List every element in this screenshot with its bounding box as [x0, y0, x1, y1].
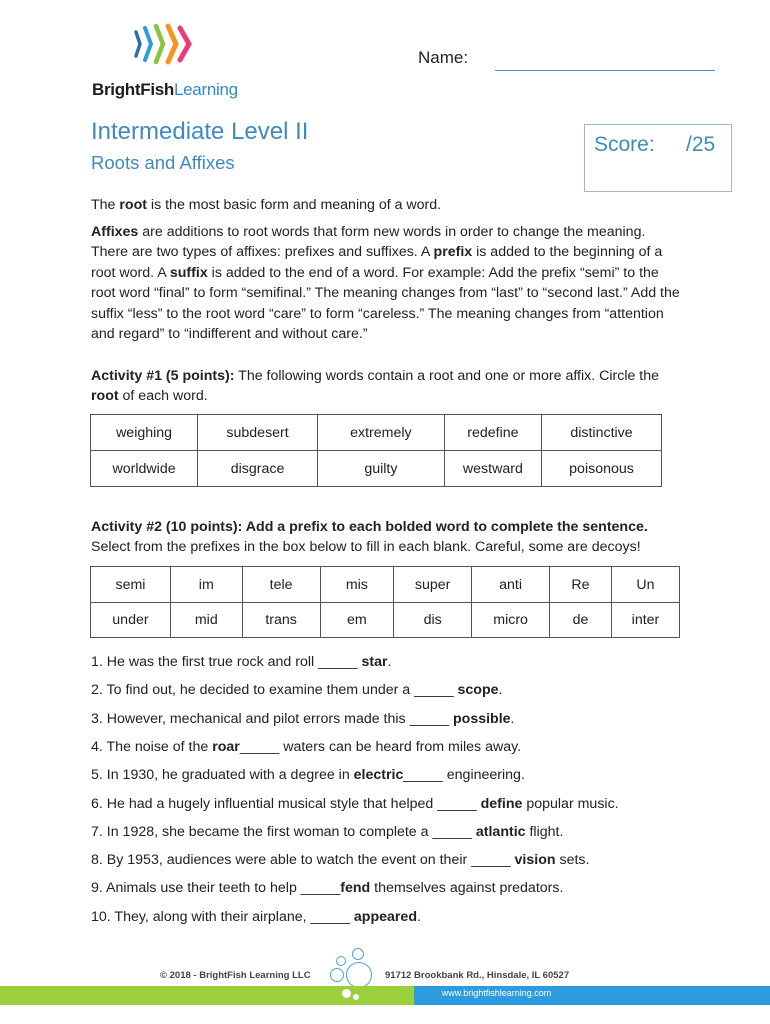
bolded-word: electric: [353, 767, 404, 784]
table-cell: westward: [444, 451, 541, 487]
table-cell: inter: [611, 603, 679, 638]
root-definition: The root is the most basic form and meaning of a word.: [91, 197, 442, 213]
bolded-word: appeared: [353, 908, 417, 925]
sentence-text: 1. He was the first true rock and roll _____: [91, 654, 362, 670]
bolded-word: star: [361, 654, 388, 670]
bubble-icon: [336, 956, 346, 966]
sentence-text: _____ waters can be heard from miles away.: [239, 738, 522, 755]
sentence-text: popular music.: [522, 795, 619, 812]
table-cell: under: [91, 603, 171, 638]
table-cell: Un: [611, 567, 679, 603]
table-cell: weighing: [91, 415, 198, 451]
sentence-text: 2. To find out, he decided to examine them under a _____: [91, 682, 458, 699]
sentence-text: 7. In 1928, she became the first woman to complete a _____: [91, 823, 476, 840]
sentence-text: .: [510, 710, 515, 727]
table-cell: distinctive: [542, 415, 662, 451]
bubble-icon: [346, 962, 372, 988]
sentence-text: 6. He had a hugely influential musical style that helped _____: [91, 795, 481, 812]
name-label: Name:: [418, 48, 469, 67]
table-row: [91, 451, 662, 487]
table-cell: semi: [91, 567, 171, 603]
sentence-item: [91, 909, 421, 925]
logo-fish-icon: [90, 16, 236, 76]
bubble-icon: [330, 968, 344, 982]
bubble-icon: [342, 989, 351, 998]
table-row: [91, 415, 662, 451]
table-cell: de: [550, 603, 612, 638]
footer-copyright: © 2018 - BrightFish Learning LLC: [160, 970, 311, 981]
table-cell: micro: [472, 603, 550, 638]
table-cell: em: [320, 603, 394, 638]
bubble-icon: [352, 948, 364, 960]
sentence-item: [91, 852, 589, 868]
affixes-paragraph: Affixes are additions to root words that form new words in order to change the meaning. There are two types of affixes: prefixes and suffixes. A prefix is added to the beginning of a root word. A suffix is added to the end of a word. For example: Add the prefix “semi” to the root word “final” to form “semifinal.” The meaning changes from “last” to “second last.” Add the suffix “less” to the root word “care” to form “careless.” The meaning changes from “attention and regard” to “indifferent and without care.”: [91, 224, 680, 343]
table-cell: im: [170, 567, 242, 603]
bolded-word: fend: [340, 880, 371, 897]
activity1-instructions: Activity #1 (5 points): The following words contain a root and one or more affix. Circle the root of each word.: [91, 368, 660, 405]
bolded-word: roar: [212, 738, 240, 755]
sentence-item: [91, 739, 521, 755]
table-cell: tele: [242, 567, 320, 603]
sentence-item: [91, 711, 515, 727]
page-subtitle: Roots and Affixes: [91, 152, 235, 173]
sentence-text: .: [387, 654, 392, 670]
table-cell: subdesert: [198, 415, 318, 451]
table-cell: mis: [320, 567, 394, 603]
activity2-subtext: Select from the prefixes in the box below to fill in each blank. Careful, some are decoys!: [91, 539, 641, 555]
table-cell: extremely: [318, 415, 445, 451]
footer-address: 91712 Brookbank Rd., Hinsdale, IL 60527: [385, 970, 570, 981]
sentence-text: .: [498, 682, 503, 699]
bolded-word: vision: [514, 852, 556, 869]
bubble-icon: [353, 994, 359, 1000]
sentence-text: 8. By 1953, audiences were able to watch the event on their _____: [91, 852, 515, 869]
sentence-text: 3. However, mechanical and pilot errors made this _____: [91, 710, 453, 727]
table-cell: mid: [170, 603, 242, 638]
sentence-item: [91, 767, 525, 783]
table-cell: dis: [394, 603, 472, 638]
sentence-text: 10. They, along with their airplane, _____: [91, 908, 354, 925]
sentence-item: [91, 796, 619, 812]
table-cell: disgrace: [198, 451, 318, 487]
bolded-word: atlantic: [475, 823, 526, 840]
sentence-item: [91, 654, 391, 670]
table-cell: anti: [472, 567, 550, 603]
table-cell: guilty: [318, 451, 445, 487]
table-cell: poisonous: [542, 451, 662, 487]
sentence-text: sets.: [555, 852, 590, 869]
table-cell: trans: [242, 603, 320, 638]
activity1-word-table: [90, 414, 662, 487]
score-total: /25: [686, 133, 716, 156]
sentence-text: _____ engineering.: [403, 767, 525, 784]
table-cell: super: [394, 567, 472, 603]
sentence-item: [91, 682, 502, 698]
prefix-table: [90, 566, 680, 638]
sentence-text: themselves against predators.: [370, 880, 564, 897]
sentence-text: 5. In 1930, he graduated with a degree in: [91, 767, 354, 784]
sentence-text: .: [417, 908, 421, 925]
activity2-heading: Activity #2 (10 points): Add a prefix to each bolded word to complete the sentence.: [91, 519, 648, 535]
sentence-item: [91, 824, 563, 840]
score-label: Score:: [594, 133, 655, 156]
sentence-text: 4. The noise of the: [91, 738, 213, 755]
table-row: [91, 603, 680, 638]
sentence-text: flight.: [525, 823, 564, 840]
table-row: [91, 567, 680, 603]
table-cell: redefine: [444, 415, 541, 451]
footer-url[interactable]: www.brightfishlearning.com: [441, 988, 552, 998]
bolded-word: possible: [452, 710, 511, 727]
footer-bar-green: [0, 986, 414, 1005]
table-cell: Re: [550, 567, 612, 603]
sentence-text: 9. Animals use their teeth to help _____: [91, 880, 341, 897]
page-title: Intermediate Level II: [91, 118, 309, 145]
table-cell: worldwide: [91, 451, 198, 487]
sentence-item: [91, 880, 563, 896]
name-field-line[interactable]: [495, 70, 715, 71]
bolded-word: define: [480, 795, 523, 812]
logo-wordmark: BrightFishLearning: [92, 80, 238, 99]
bolded-word: scope: [457, 682, 499, 699]
